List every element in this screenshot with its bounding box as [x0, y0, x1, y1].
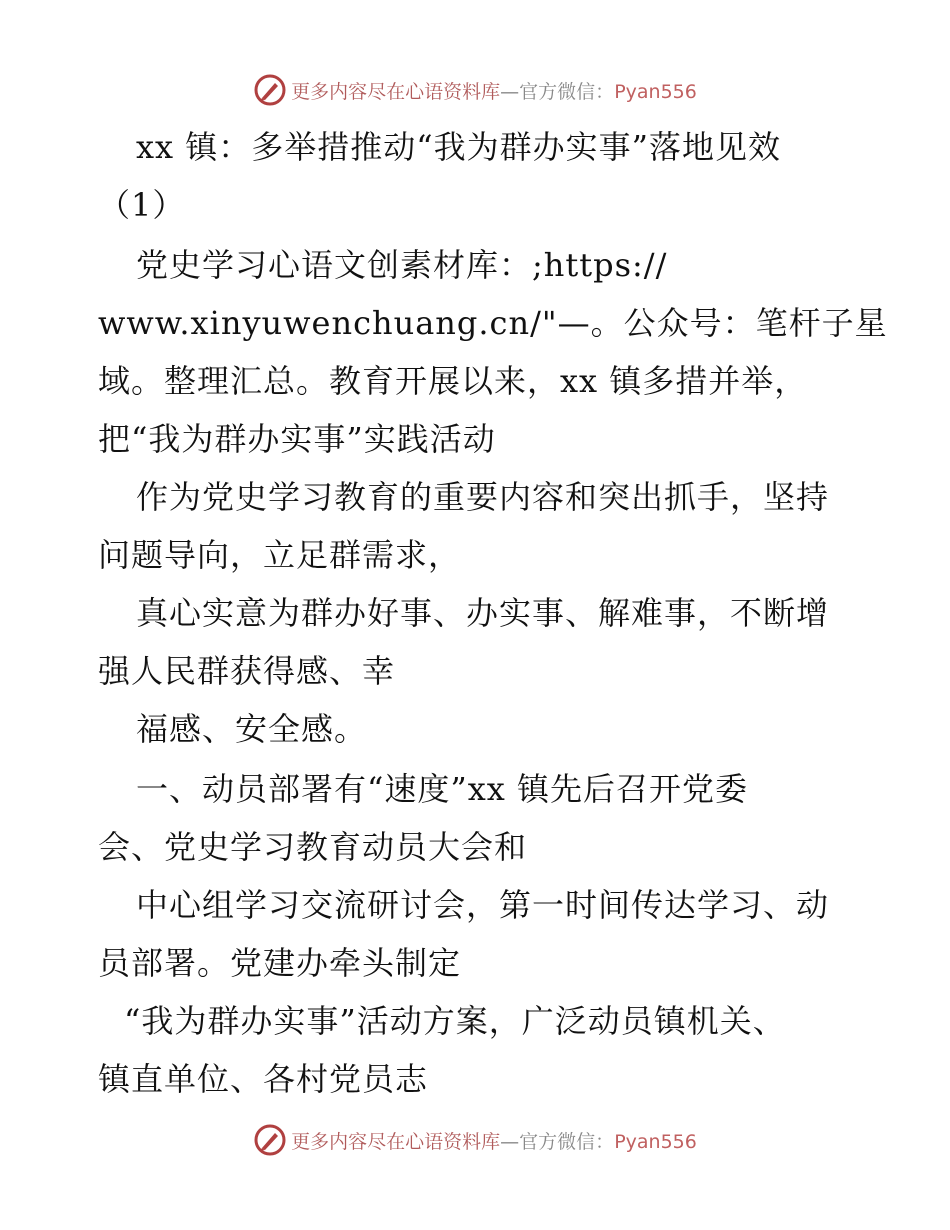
text-line: www.xinyuwenchuang.cn/"—。公众号：笔杆子星 [98, 304, 888, 342]
section-heading: 一、动员部署有“速度”xx 镇先后召开党委 [136, 770, 748, 808]
text-line: 会、党史学习教育动员大会和 [98, 828, 528, 866]
banner-slogan: 更多内容尽在心语资料库 [291, 1130, 501, 1153]
document-title: xx 镇：多举措推动“我为群办实事”落地见效 [136, 128, 781, 166]
text-line: 中心组学习交流研讨会，第一时间传达学习、动 [136, 886, 830, 924]
banner-dash: — [500, 1130, 520, 1153]
text-line: “我为群办实事”活动方案，广泛动员镇机关、 [124, 1002, 786, 1040]
text-line: 员部署。党建办牵头制定 [98, 944, 462, 982]
pen-logo-icon [253, 1123, 287, 1157]
banner-wechat-label: 官方微信： [519, 1130, 615, 1153]
banner-wechat-id: Pyan556 [614, 1130, 697, 1153]
document-title-number: （1） [98, 186, 186, 224]
text-line: 问题导向，立足群需求， [98, 536, 462, 574]
text-line: 作为党史学习教育的重要内容和突出抓手，坚持 [136, 478, 830, 516]
banner-dash: — [500, 80, 520, 103]
banner-wechat-id: Pyan556 [614, 80, 697, 103]
text-line: 域。整理汇总。教育开展以来，xx 镇多措并举， [98, 362, 808, 400]
text-line: 福感、安全感。 [136, 710, 368, 748]
text-line: 党史学习心语文创素材库：;https:// [136, 246, 668, 284]
text-line: 把“我为群办实事”实践活动 [98, 420, 496, 458]
text-line: 镇直单位、各村党员志 [98, 1060, 429, 1098]
text-line: 强人民群获得感、幸 [98, 652, 396, 690]
banner-slogan: 更多内容尽在心语资料库 [291, 80, 501, 103]
header-banner [0, 70, 950, 110]
banner-wechat-label: 官方微信： [519, 80, 615, 103]
pen-logo-icon [253, 73, 287, 107]
footer-banner [0, 1120, 950, 1160]
text-line: 真心实意为群办好事、办实事、解难事，不断增 [136, 594, 830, 632]
